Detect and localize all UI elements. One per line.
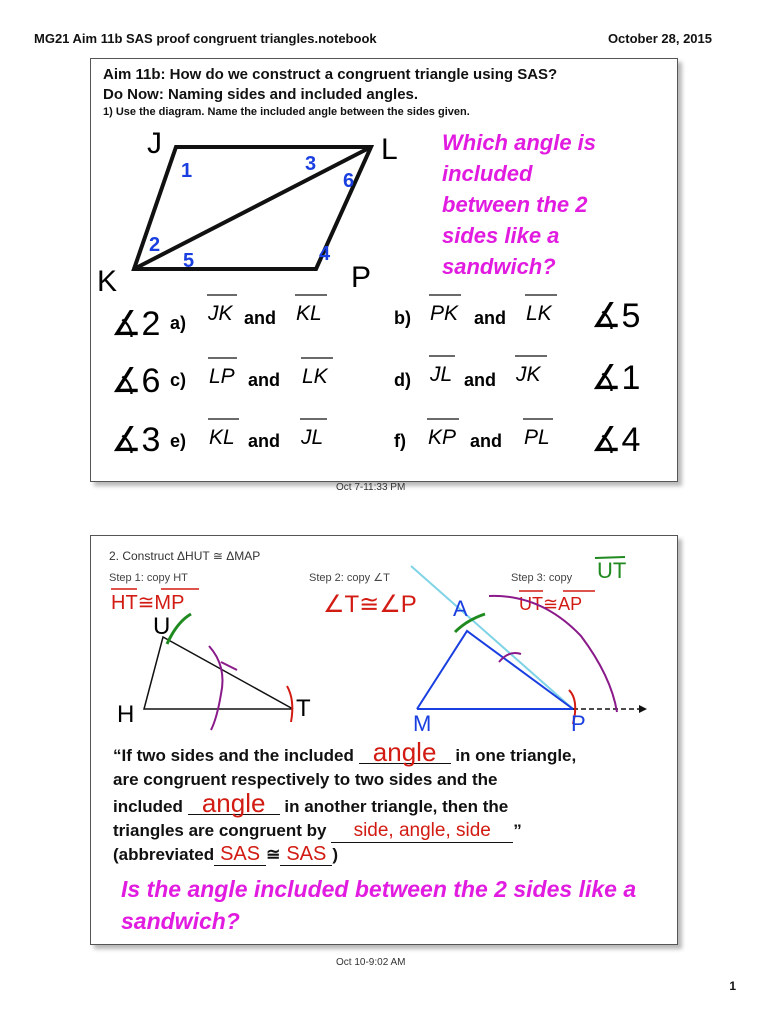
fill-blank-angle-2: angle	[188, 792, 280, 815]
quote-line-4	[113, 819, 673, 843]
vertex-u: U	[153, 613, 171, 640]
segment-e1: KL	[209, 426, 235, 449]
question-line: included	[442, 161, 533, 186]
aim-line: Aim 11b: How do we construct a congruent triangle using SAS?	[103, 66, 558, 83]
segment-a2: KL	[296, 302, 322, 325]
construct-title: 2. Construct ΔHUT ≅ ΔMAP	[109, 549, 261, 563]
vertex-l: L	[381, 133, 398, 166]
segment-f1: KP	[428, 426, 457, 449]
notebook-title: MG21 Aim 11b SAS proof congruent triangles.notebook	[34, 31, 377, 46]
quote-text: included	[113, 797, 183, 816]
item-e	[111, 419, 327, 459]
angle-number-3: 3	[305, 153, 317, 175]
timestamp-1: Oct 7-11:33 PM	[336, 482, 406, 493]
item-f	[394, 419, 640, 459]
vertex-p-blue: P	[571, 711, 586, 736]
vertex-h: H	[117, 701, 135, 728]
hw-angle-t-p: ∠T≅∠P	[323, 591, 417, 618]
tick-mark	[221, 662, 237, 670]
quote-line-3	[113, 788, 673, 819]
item-label-d: d)	[394, 370, 411, 390]
step3-handwritten: UT	[597, 558, 627, 583]
angle-number-6: 6	[343, 170, 355, 192]
item-label-a: a)	[170, 313, 187, 333]
segment-f2: PL	[524, 426, 550, 449]
quote-line-2: are congruent respectively to two sides and the	[113, 770, 498, 789]
step3-overline	[595, 557, 625, 558]
and-e: and	[248, 431, 281, 451]
step2-label: Step 2: copy ∠T	[309, 572, 390, 584]
do-now-panel	[90, 58, 678, 482]
and-d: and	[464, 370, 497, 390]
vertex-p: P	[351, 261, 372, 294]
arc-u-green	[167, 614, 191, 644]
angle-number-2: 2	[149, 234, 161, 256]
segment-e2: JL	[301, 426, 324, 449]
segment-c2: LK	[302, 365, 328, 388]
segment-d1: JL	[430, 363, 453, 386]
answer-d: ∡1	[591, 359, 641, 397]
congruent-symbol: ≅	[266, 845, 281, 864]
item-label-c: c)	[170, 370, 187, 390]
arc-t-red	[287, 686, 292, 722]
and-a: and	[244, 308, 277, 328]
item-c	[111, 358, 333, 400]
angle-number-4: 4	[319, 243, 331, 265]
item-b	[394, 295, 640, 335]
and-b: and	[474, 308, 507, 328]
question-line: between the 2	[442, 192, 588, 217]
vertex-t: T	[296, 695, 311, 722]
hw-ht-mp: HT≅MP	[111, 592, 185, 614]
quote-text: ”	[513, 821, 522, 840]
do-now-line: Do Now: Naming sides and included angles.	[103, 86, 419, 103]
angle-number-5: 5	[183, 250, 195, 272]
arrow-head	[639, 705, 647, 713]
step1-label: Step 1: copy HT	[109, 572, 188, 584]
segment-b2: LK	[526, 302, 552, 325]
sandwich-question-1	[442, 127, 662, 282]
step3-label: Step 3: copy	[511, 572, 573, 584]
page-number: 1	[729, 979, 736, 993]
angle-number-1: 1	[181, 160, 193, 182]
construction-diagram	[91, 536, 677, 746]
quote-text: (abbreviated	[113, 845, 215, 864]
fill-blank-sas-2: SAS	[280, 843, 332, 866]
ray-p-extension	[411, 566, 573, 709]
answer-a: ∡2	[111, 305, 161, 343]
vertex-a: A	[453, 596, 468, 621]
item-label-f: f)	[394, 431, 406, 451]
question-line: Which angle is	[442, 130, 597, 155]
answer-b: ∡5	[591, 297, 641, 335]
segment-c1: LP	[209, 365, 235, 388]
instruction-line: 1) Use the diagram. Name the included angle between the sides given.	[103, 106, 470, 118]
answer-e: ∡3	[111, 421, 161, 459]
quote-line-5	[113, 843, 673, 867]
quote-text: in another triangle, then the	[284, 797, 509, 816]
item-label-b: b)	[394, 308, 411, 328]
quote-text: )	[332, 845, 339, 864]
fill-blank-sas-full: side, angle, side	[331, 820, 513, 843]
item-a	[111, 295, 327, 343]
and-c: and	[248, 370, 281, 390]
item-d	[394, 356, 640, 397]
quote-text: triangles are congruent by	[113, 821, 327, 840]
sas-postulate-text	[113, 737, 673, 867]
notebook-date: October 28, 2015	[607, 31, 712, 46]
vertex-k: K	[97, 265, 118, 298]
timestamp-2: Oct 10-9:02 AM	[336, 957, 406, 968]
question-line: sandwich?	[442, 254, 556, 279]
quote-text: in one triangle,	[455, 746, 577, 765]
quote-line-1	[113, 737, 673, 768]
vertex-j: J	[147, 127, 162, 160]
triangle-map	[417, 631, 573, 709]
segment-d2: JK	[516, 363, 541, 386]
item-label-e: e)	[170, 431, 187, 451]
triangle-hut	[144, 637, 293, 709]
segment-b1: PK	[430, 302, 459, 325]
quote-text: “If two sides and the included	[113, 746, 354, 765]
segment-a1: JK	[208, 302, 233, 325]
and-f: and	[470, 431, 503, 451]
question-line: sides like a	[442, 223, 560, 248]
answer-f: ∡4	[591, 421, 641, 459]
answer-c: ∡6	[111, 362, 161, 400]
sandwich-question-2: Is the angle included between the 2 sides like a sandwich?	[121, 876, 637, 934]
fill-blank-sas-1: SAS	[214, 843, 266, 866]
items-grid	[111, 295, 640, 459]
vertex-m: M	[413, 711, 432, 736]
arc-t-large	[209, 646, 223, 730]
hw-ut-ap: UT≅AP	[519, 594, 583, 614]
fill-blank-angle-1: angle	[359, 741, 451, 764]
construction-panel	[90, 535, 678, 945]
